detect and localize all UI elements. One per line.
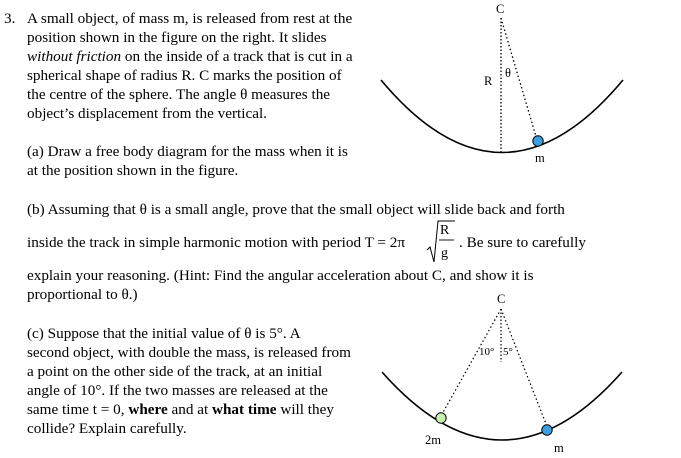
sqrt-sign: [427, 221, 455, 262]
part-b-line-3: explain your reasoning. (Hint: Find the angular acceleration about C, and show it is: [27, 267, 534, 284]
figure2-ball-2m: [436, 413, 446, 423]
part-b-line-2-post: . Be sure to carefully: [459, 234, 586, 251]
part-c-line-6: collide? Explain carefully.: [27, 420, 187, 437]
figure1-radius-label: R: [484, 74, 493, 88]
part-c-where: where: [128, 401, 168, 418]
part-a-line-2: at the position shown in the figure.: [27, 162, 239, 179]
intro-italic-phrase: without friction: [27, 48, 122, 65]
intro-line-1: A small object, of mass m, is released from rest at the: [27, 10, 353, 27]
part-c-line-5-pre: same time t = 0,: [27, 401, 129, 418]
figure1-mass-label: m: [535, 151, 545, 165]
part-c-line-1: (c) Suppose that the initial value of θ is 5°. A: [27, 325, 301, 342]
part-b-line-1: (b) Assuming that θ is a small angle, prove that the small object will slide back and forth: [27, 201, 565, 218]
sqrt-numerator: R: [440, 223, 450, 238]
figure2-track-arc: [382, 372, 622, 440]
intro-line-6: object’s displacement from the vertical.: [27, 105, 267, 122]
part-c-line-4: angle of 10°. If the two masses are released at the: [27, 382, 328, 399]
part-c-line-2: second object, with double the mass, is released from: [27, 344, 351, 361]
problem-number: 3.: [4, 10, 16, 27]
figure1-angle-label: θ: [505, 66, 511, 80]
figure2-center-label: C: [497, 292, 506, 306]
part-c-line-3: a point on the other side of the track, at an initial: [27, 363, 323, 380]
figure2-angle-left-label: 10°: [479, 346, 495, 358]
intro-line-2: position shown in the figure on the right. It slides: [27, 29, 327, 46]
part-c-line-5-post: will they: [276, 401, 334, 418]
figure2-mass-m-label: m: [554, 441, 564, 455]
figure2-left-line: [441, 309, 501, 416]
figure1-mass-ball: [533, 136, 543, 146]
part-b-line-4: proportional to θ.): [27, 286, 138, 303]
intro-line-5: the centre of the sphere. The angle θ measures the: [27, 86, 331, 103]
part-c-what-time: what time: [212, 401, 277, 418]
intro-line-3-rest: on the inside of a track that is cut in a: [121, 48, 353, 65]
figure2-ball-m: [542, 425, 552, 435]
figure1-center-label: C: [496, 2, 505, 16]
sqrt-denominator: g: [441, 246, 448, 261]
figure2-right-line: [501, 309, 548, 429]
part-b-period-prefix: inside the track in simple harmonic motion with period T = 2π: [27, 234, 406, 251]
figure1-track-arc: [381, 80, 623, 153]
part-a-line-1: (a) Draw a free body diagram for the mass when it is: [27, 143, 348, 160]
intro-line-4: spherical shape of radius R. C marks the position of: [27, 67, 342, 84]
figure2-angle-right-label: 5°: [503, 346, 513, 358]
figure2-mass-2m-label: 2m: [425, 433, 441, 447]
part-c-line-5-mid: and at: [167, 401, 213, 418]
